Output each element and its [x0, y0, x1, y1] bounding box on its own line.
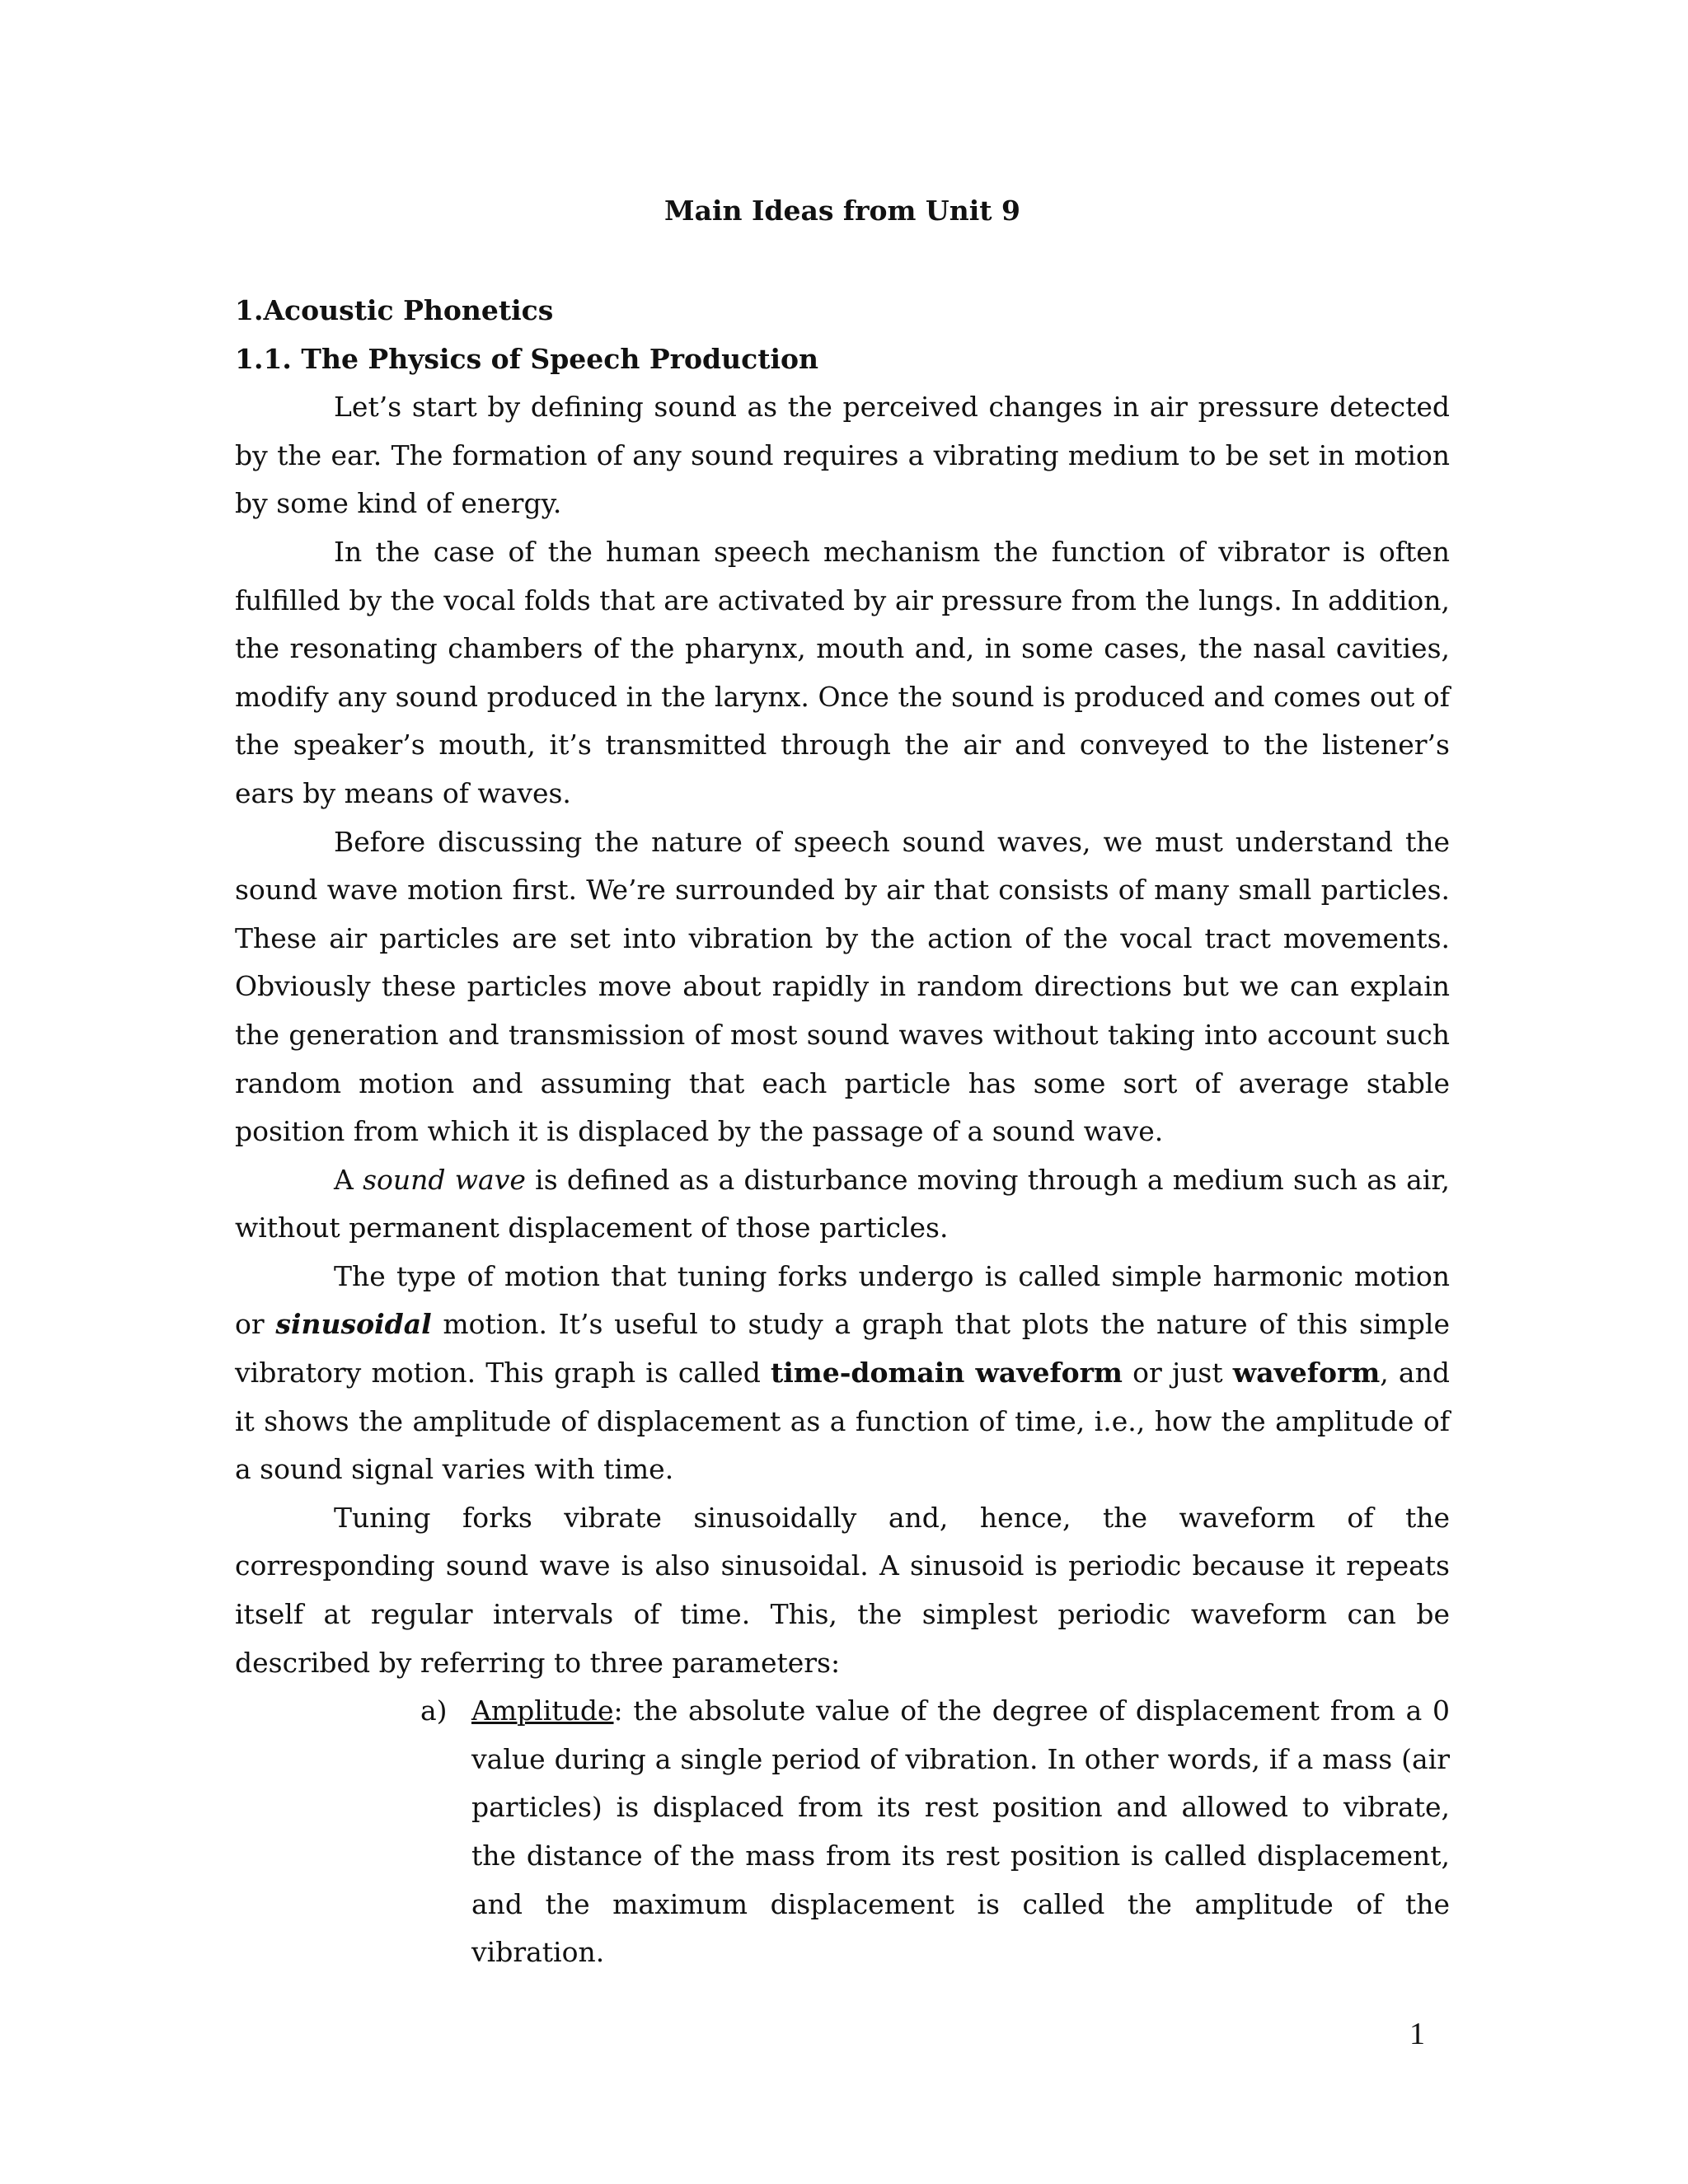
document-body [235, 287, 1450, 1977]
paragraph-text: The type of motion that tuning forks undergo is called simple harmonic motion or [235, 1259, 1450, 1341]
list-marker: a) [420, 1694, 448, 1727]
term-waveform: waveform [1232, 1357, 1381, 1390]
paragraph-sound-wave-motion: Before discussing the nature of speech sound waves, we must understand the sound wave motion first. We’re surrounded by air that consists of many small particles. These air particles are set into vibration by the action of the vocal tract movements. Obviously these particles move about rapidly in random directions but we can explain the generation and transmission of most sound waves without taking into account such random motion and assuming that each particle has some sort of average stable position from which it is displaced by the passage of a sound wave. [235, 825, 1450, 1148]
list-item-amplitude [420, 1687, 1450, 1977]
paragraph-sinusoidal-motion [235, 1253, 1450, 1494]
paragraph-text: or just [1122, 1357, 1233, 1390]
paragraph-tuning-forks: Tuning forks vibrate sinusoidally and, hence, the waveform of the corresponding sound wave is also sinusoidal. A sinusoid is periodic because it repeats itself at regular intervals of time. This, the simplest periodic waveform can be described by referring to three parameters: [235, 1501, 1450, 1679]
page-number: 1 [1409, 2017, 1425, 2051]
term-sound-wave: sound wave [363, 1163, 526, 1196]
paragraph-sound-definition: Let’s start by defining sound as the perceived changes in air pressure detected by the ear. The formation of any sound requires a vibrating medium to be set in motion by some kind of energy. [235, 391, 1450, 520]
paragraph-text: motion. It’s useful to study a graph that plots the nature of this simple vibratory motion. This graph is called [235, 1308, 1450, 1390]
term-amplitude: Amplitude [471, 1694, 614, 1727]
list-item-text: : the absolute value of the degree of displacement from a 0 value during a single period of vibration. In other words, if a mass (air particles) is displaced from its rest position and allowed to vibrate, the distance of the mass from its rest position is called displacement, and the maximum displacement is called the amplitude of the vibration. [471, 1694, 1450, 1969]
paragraph-text: A [334, 1163, 363, 1196]
term-time-domain-waveform: time-domain waveform [771, 1357, 1123, 1390]
term-sinusoidal: sinusoidal [275, 1308, 432, 1341]
paragraph-sound-wave-definition [235, 1156, 1450, 1253]
paragraph-text: is defined as a disturbance moving through a medium such as air, without permanent displacement of those particles. [235, 1163, 1450, 1244]
paragraph-speech-mechanism: In the case of the human speech mechanism the function of vibrator is often fulfilled by the vocal folds that are activated by air pressure from the lungs. In addition, the resonating chambers of the pharynx, mouth and, in some cases, the nasal cavities, modify any sound produced in the larynx. Once the sound is produced and comes out of the speaker’s mouth, it’s transmitted through the air and conveyed to the listener’s ears by means of waves. [235, 535, 1450, 809]
subsection-heading: 1.1. The Physics of Speech Production [235, 342, 819, 375]
paragraph-text: , and it shows the amplitude of displacement as a function of time, i.e., how the amplitude of a sound signal varies with time. [235, 1357, 1450, 1486]
document-title: Main Ideas from Unit 9 [664, 194, 1020, 227]
parameter-list [235, 1687, 1450, 1977]
section-heading: 1.Acoustic Phonetics [235, 294, 554, 326]
